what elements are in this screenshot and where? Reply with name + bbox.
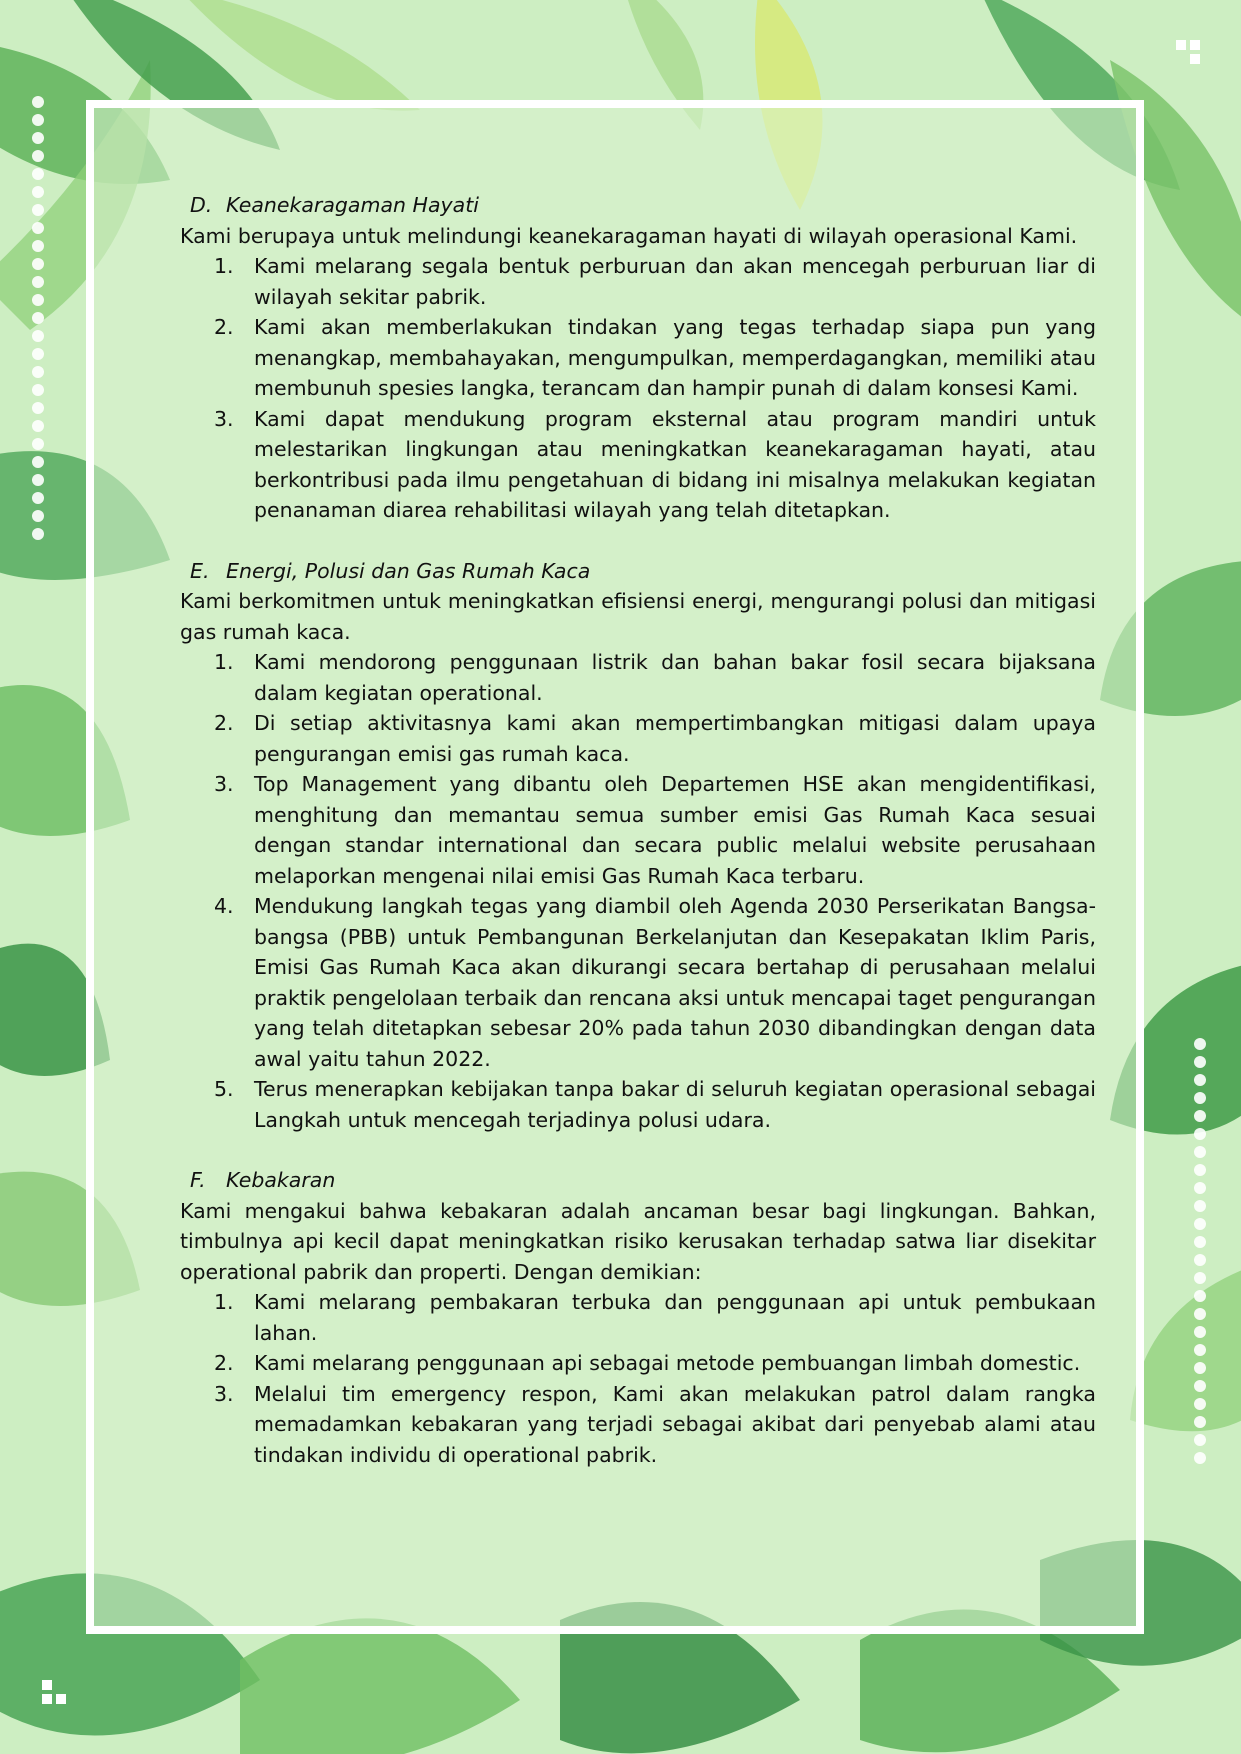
item-list xyxy=(180,1287,1096,1470)
list-item xyxy=(180,647,1096,708)
item-number: 2. xyxy=(214,711,234,735)
section-heading xyxy=(180,190,1096,221)
item-text: Di setiap aktivitasnya kami akan mempertimbangkan mitigasi dalam upaya pengurangan emisi gas rumah kaca. xyxy=(254,711,1096,766)
item-text: Mendukung langkah tegas yang diambil oleh Agenda 2030 Perserikatan Bangsa-bangsa (PBB) untuk Pembangunan Berkelanjutan dan Kesepakatan Iklim Paris, Emisi Gas Rumah Kaca akan dikurangi secara bertahap di perusahaan melalui praktik pengelolaan terbaik dan rencana aksi untuk mencapai taget pengurangan yang telah ditetapkan sebesar 20% pada tahun 2030 dibandingkan dengan data awal yaitu tahun 2022. xyxy=(254,894,1096,1071)
item-number: 2. xyxy=(214,315,234,339)
item-text: Kami melarang pembakaran terbuka dan penggunaan api untuk pembukaan lahan. xyxy=(254,1290,1096,1345)
list-item xyxy=(180,891,1096,1074)
item-number: 1. xyxy=(214,254,234,278)
item-text: Kami melarang segala bentuk perburuan dan akan mencegah perburuan liar di wilayah sekitar pabrik. xyxy=(254,254,1096,309)
item-list xyxy=(180,251,1096,526)
list-item xyxy=(180,1379,1096,1471)
section-intro: Kami berupaya untuk melindungi keanekaragaman hayati di wilayah operasional Kami. xyxy=(180,223,1078,248)
item-text: Top Management yang dibantu oleh Departemen HSE akan mengidentifikasi, menghitung dan memantau semua sumber emisi Gas Rumah Kaca sesuai dengan standar international dan secara public melalui website perusahaan melaporkan mengenai nilai emisi Gas Rumah Kaca terbaru. xyxy=(254,772,1096,888)
section-e xyxy=(180,556,1096,1136)
list-item xyxy=(180,312,1096,404)
list-item xyxy=(180,708,1096,769)
item-list xyxy=(180,647,1096,1135)
right-dot-column xyxy=(1194,1038,1208,1470)
section-letter: D. xyxy=(190,193,213,217)
section-heading xyxy=(180,556,1096,587)
item-number: 5. xyxy=(214,1077,234,1101)
item-text: Kami dapat mendukung program eksternal atau program mandiri untuk melestarikan lingkungan atau meningkatkan keanekaragaman hayati, atau berkontribusi pada ilmu pengetahuan di bidang ini misalnya melakukan kegiatan penanaman diarea rehabilitasi wilayah yang telah ditetapkan. xyxy=(254,406,1096,522)
item-number: 3. xyxy=(214,406,234,431)
list-item xyxy=(180,1348,1096,1379)
item-text: Kami melarang penggunaan api sebagai metode pembuangan limbah domestic. xyxy=(254,1351,1081,1375)
item-text: Kami mendorong penggunaan listrik dan bahan bakar fosil secara bijaksana dalam kegiatan operational. xyxy=(254,650,1096,705)
section-d xyxy=(180,190,1096,526)
section-intro: Kami mengakui bahwa kebakaran adalah ancaman besar bagi lingkungan. Bahkan, timbulnya api kecil dapat meningkatkan risiko kerusakan terhadap satwa liar disekitar operational pabrik dan properti. Dengan demikian: xyxy=(180,1198,1096,1284)
item-number: 3. xyxy=(214,1381,234,1406)
list-item xyxy=(180,769,1096,891)
section-title: Kebakaran xyxy=(226,1168,336,1192)
list-item xyxy=(180,1074,1096,1135)
list-item xyxy=(180,1287,1096,1348)
item-number: 3. xyxy=(214,772,234,796)
item-number: 2. xyxy=(214,1351,234,1375)
section-letter: F. xyxy=(190,1168,206,1192)
section-letter: E. xyxy=(190,558,210,583)
list-item xyxy=(180,251,1096,312)
top-right-corner-mark xyxy=(1176,40,1206,70)
item-text: Terus menerapkan kebijakan tanpa bakar di seluruh kegiatan operasional sebagai Langkah untuk mencegah terjadinya polusi udara. xyxy=(254,1077,1096,1132)
section-title: Energi, Polusi dan Gas Rumah Kaca xyxy=(226,558,591,583)
item-text: Melalui tim emergency respon, Kami akan melakukan patrol dalam rangka memadamkan kebakaran yang terjadi sebagai akibat dari penyebab alami atau tindakan individu di operational pabrik. xyxy=(254,1381,1096,1467)
section-f xyxy=(180,1165,1096,1470)
list-item xyxy=(180,404,1096,526)
item-number: 4. xyxy=(214,894,234,918)
section-intro: Kami berkomitmen untuk meningkatkan efisiensi energi, mengurangi polusi dan mitigasi gas rumah kaca. xyxy=(180,589,1096,644)
left-dot-column xyxy=(32,96,46,546)
section-heading xyxy=(180,1165,1096,1196)
item-text: Kami akan memberlakukan tindakan yang tegas terhadap siapa pun yang menangkap, membahayakan, mengumpulkan, memperdagangkan, memiliki atau membunuh spesies langka, terancam dan hampir punah di dalam konsesi Kami. xyxy=(254,315,1096,400)
item-number: 1. xyxy=(214,1290,234,1314)
document-body xyxy=(180,190,1096,1470)
section-title: Keanekaragaman Hayati xyxy=(226,193,479,217)
bottom-left-corner-mark xyxy=(42,1680,72,1710)
item-number: 1. xyxy=(214,650,234,674)
